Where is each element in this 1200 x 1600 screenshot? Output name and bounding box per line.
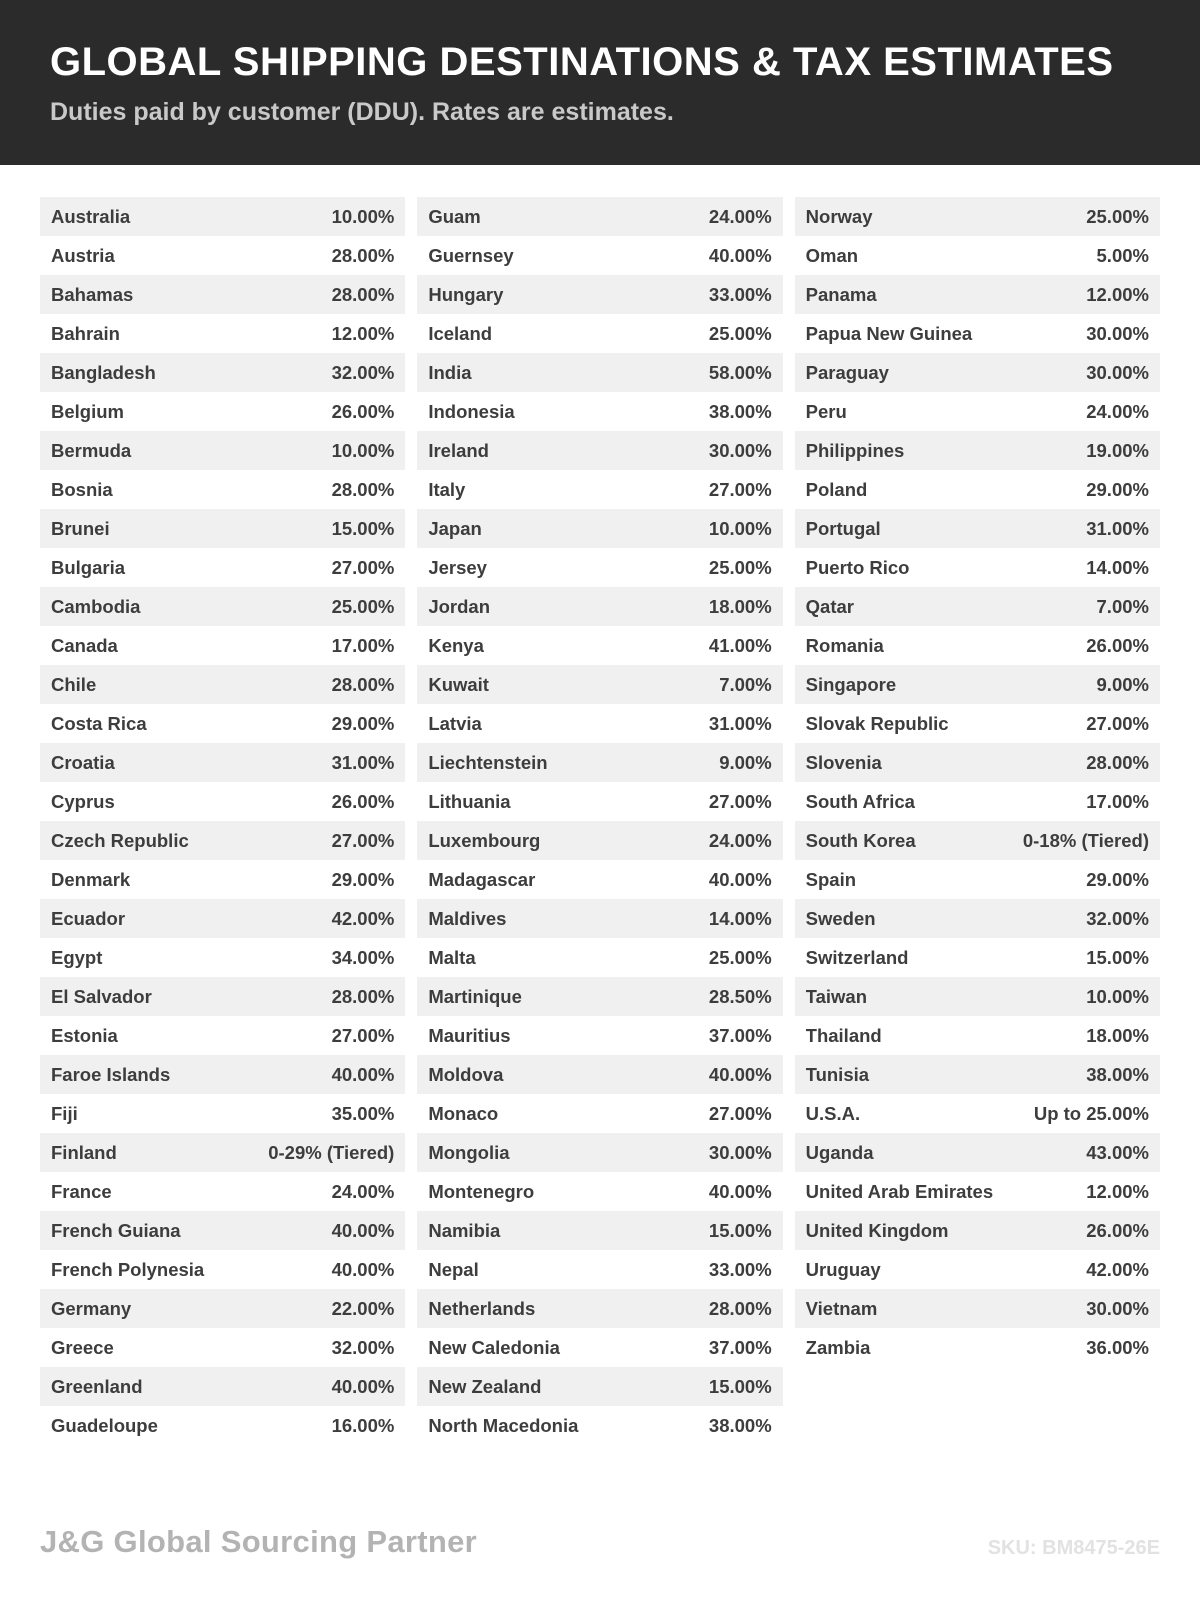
tax-rate: 35.00% [331,1102,395,1124]
table-row [417,899,782,938]
table-row [40,1016,405,1055]
tax-rate: 14.00% [1086,556,1149,578]
tax-rate: 22.00% [331,1297,395,1319]
country-name: Croatia [51,751,115,773]
country-name: Malta [428,946,476,968]
country-name: French Polynesia [51,1258,205,1280]
country-name: Vietnam [805,1297,878,1319]
table-row [417,665,782,704]
country-name: Mauritius [428,1024,511,1046]
table-row [795,314,1160,353]
table-row [417,938,782,977]
country-name: Belgium [51,400,124,422]
country-name: Ireland [428,439,489,461]
country-name: U.S.A. [805,1102,861,1124]
tax-rate: 34.00% [331,946,395,968]
table-row [40,626,405,665]
table-row [40,899,405,938]
country-name: Monaco [428,1102,499,1124]
table-row [40,509,405,548]
table-row [795,1211,1160,1250]
tax-rate: 40.00% [331,1063,395,1085]
tax-rate: 9.00% [1096,673,1149,695]
table-row [417,236,782,275]
country-name: Jersey [428,556,487,578]
table-row [795,860,1160,899]
country-name: United Kingdom [805,1219,949,1241]
country-name: Switzerland [805,946,909,968]
tax-rate: 30.00% [708,1141,772,1163]
table-row [795,197,1160,236]
country-name: Norway [805,205,873,227]
tax-rate: 10.00% [1086,985,1149,1007]
table-row [40,314,405,353]
tax-rate: 29.00% [331,868,395,890]
tax-rate: 25.00% [1086,205,1149,227]
table-row [40,821,405,860]
country-name: Maldives [428,907,507,929]
table-row [795,899,1160,938]
tax-rate: 30.00% [708,439,772,461]
country-name: New Caledonia [428,1336,560,1358]
table-row [40,1367,405,1406]
tax-rate: 27.00% [1086,712,1149,734]
table-row [795,1289,1160,1328]
tax-rate: 38.00% [708,1414,772,1436]
tax-rate: 32.00% [331,361,395,383]
table-row [795,470,1160,509]
country-name: Finland [51,1141,117,1163]
country-name: Estonia [51,1024,118,1046]
table-row [40,1133,405,1172]
tax-rate: 25.00% [708,322,772,344]
tax-rate: 28.00% [1086,751,1149,773]
country-name: Greece [51,1336,114,1358]
table-row [40,1328,405,1367]
table-row [795,275,1160,314]
tax-rate: 24.00% [1086,400,1149,422]
country-name: Puerto Rico [805,556,910,578]
country-name: Philippines [805,439,905,461]
country-name: Mongolia [428,1141,510,1163]
tax-rate: 24.00% [708,829,772,851]
tax-rate: 38.00% [1086,1063,1149,1085]
footer [40,1524,1160,1560]
tax-rate: 27.00% [331,829,395,851]
table-row [795,938,1160,977]
country-name: Fiji [51,1102,78,1124]
tax-rate: 33.00% [708,283,772,305]
tax-rate: 40.00% [331,1258,395,1280]
tax-rate: 0-29% (Tiered) [268,1141,395,1163]
country-name: Peru [805,400,847,422]
table-row [40,1250,405,1289]
tax-rate: 15.00% [708,1375,772,1397]
tax-rate: 26.00% [331,790,395,812]
tax-rate: 10.00% [331,439,395,461]
tax-rate: 37.00% [708,1024,772,1046]
table-row [417,977,782,1016]
country-name: Egypt [51,946,103,968]
country-name: Uruguay [805,1258,881,1280]
table-row [417,275,782,314]
table-row [40,1406,405,1445]
tax-rate: 7.00% [719,673,772,695]
country-name: Paraguay [805,361,889,383]
country-name: United Arab Emirates [805,1180,994,1202]
country-name: Netherlands [428,1297,536,1319]
country-name: Qatar [805,595,854,617]
country-name: France [51,1180,112,1202]
tax-rate: 31.00% [1086,517,1149,539]
country-name: Papua New Guinea [805,322,973,344]
tax-rate: 17.00% [1086,790,1149,812]
table-row [795,1172,1160,1211]
sku-label: SKU: BM8475-26E [987,1537,1160,1559]
tax-rate: 25.00% [708,556,772,578]
country-name: Greenland [51,1375,143,1397]
table-row [40,197,405,236]
header [0,0,1200,165]
country-name: Thailand [805,1024,882,1046]
country-name: Bosnia [51,478,113,500]
table-row [417,743,782,782]
tax-rate: 32.00% [1086,907,1149,929]
tax-rate: 30.00% [1086,1297,1149,1319]
country-name: Cyprus [51,790,115,812]
country-name: Poland [805,478,868,500]
tax-rate: 14.00% [708,907,772,929]
country-name: Romania [805,634,884,656]
table-row [795,704,1160,743]
country-name: Faroe Islands [51,1063,171,1085]
table-row [417,1016,782,1055]
tax-rate: 27.00% [331,1024,395,1046]
country-name: Singapore [805,673,897,695]
tax-rate: 31.00% [708,712,772,734]
country-name: Oman [805,244,859,266]
tax-rate: 9.00% [719,751,772,773]
table-row [795,392,1160,431]
country-name: Guernsey [428,244,514,266]
table-row [795,587,1160,626]
table-row [40,1172,405,1211]
country-name: Guam [428,205,481,227]
country-name: New Zealand [428,1375,542,1397]
tax-rate: Up to 25.00% [1033,1102,1149,1124]
tax-rate: 27.00% [708,1102,772,1124]
table-row [417,392,782,431]
country-name: Liechtenstein [428,751,548,773]
tax-rate: 40.00% [708,1180,772,1202]
rates-column-3 [795,197,1160,1445]
tax-rate: 15.00% [708,1219,772,1241]
tax-rate: 25.00% [708,946,772,968]
tax-rate: 12.00% [1086,1180,1149,1202]
country-name: Costa Rica [51,712,147,734]
table-row [40,1094,405,1133]
table-row [417,704,782,743]
country-name: Cambodia [51,595,141,617]
table-row [795,1250,1160,1289]
country-name: Indonesia [428,400,515,422]
tax-rate: 58.00% [708,361,772,383]
table-row [417,821,782,860]
country-name: Sweden [805,907,876,929]
rates-column-2 [417,197,782,1445]
table-row [795,548,1160,587]
table-row [417,1367,782,1406]
table-row [417,1406,782,1445]
table-row [417,860,782,899]
tax-rate: 29.00% [1086,478,1149,500]
tax-rate: 25.00% [331,595,395,617]
table-row [40,392,405,431]
country-name: Italy [428,478,466,500]
table-row [795,236,1160,275]
table-row [795,353,1160,392]
table-row [417,197,782,236]
tax-rate: 40.00% [708,244,772,266]
table-row [40,548,405,587]
table-row [417,1211,782,1250]
table-row [795,1133,1160,1172]
table-row [795,977,1160,1016]
table-row [417,1172,782,1211]
country-name: Madagascar [428,868,536,890]
tax-rate: 15.00% [331,517,395,539]
table-row [417,1250,782,1289]
country-name: Spain [805,868,857,890]
tax-rate: 24.00% [331,1180,395,1202]
country-name: Latvia [428,712,482,734]
tax-rate: 12.00% [331,322,395,344]
country-name: Namibia [428,1219,501,1241]
country-name: Guadeloupe [51,1414,158,1436]
table-row [417,470,782,509]
tax-rate: 28.00% [708,1297,772,1319]
country-name: Bulgaria [51,556,126,578]
country-name: Montenegro [428,1180,535,1202]
country-name: India [428,361,472,383]
country-name: French Guiana [51,1219,181,1241]
rates-column-1 [40,197,405,1445]
country-name: El Salvador [51,985,152,1007]
table-row [40,665,405,704]
country-name: Kuwait [428,673,489,695]
table-row [417,626,782,665]
country-name: Bahrain [51,322,120,344]
country-name: Moldova [428,1063,504,1085]
table-row [40,353,405,392]
country-name: Slovak Republic [805,712,949,734]
tax-rate: 36.00% [1086,1336,1149,1358]
country-name: Brunei [51,517,110,539]
tax-rate: 42.00% [331,907,395,929]
table-row [40,743,405,782]
table-row [40,587,405,626]
table-row [795,743,1160,782]
country-name: Taiwan [805,985,867,1007]
country-name: Japan [428,517,482,539]
country-name: North Macedonia [428,1414,579,1436]
page-title: GLOBAL SHIPPING DESTINATIONS & TAX ESTIMATES [50,40,1114,84]
table-row [40,1289,405,1328]
table-row [795,665,1160,704]
country-name: Iceland [428,322,493,344]
tax-rate: 27.00% [708,478,772,500]
country-name: Uganda [805,1141,874,1163]
country-name: Chile [51,673,97,695]
table-row [417,782,782,821]
table-row [795,626,1160,665]
tax-rate: 12.00% [1086,283,1149,305]
table-row [417,548,782,587]
country-name: Denmark [51,868,131,890]
tax-rate: 10.00% [331,205,395,227]
tax-rate: 29.00% [1086,868,1149,890]
tax-rate: 27.00% [708,790,772,812]
tax-rate: 7.00% [1096,595,1149,617]
country-name: Czech Republic [51,829,189,851]
country-name: Panama [805,283,877,305]
country-name: Austria [51,244,115,266]
tax-rate: 26.00% [1086,1219,1149,1241]
country-name: Nepal [428,1258,479,1280]
country-name: Canada [51,634,118,656]
table-row [40,470,405,509]
table-row [417,353,782,392]
table-row [417,1328,782,1367]
tax-rate: 28.00% [331,985,395,1007]
tax-rate: 30.00% [1086,361,1149,383]
tax-rate: 15.00% [1086,946,1149,968]
tax-rate: 16.00% [331,1414,395,1436]
country-name: South Africa [805,790,915,812]
tax-rate: 26.00% [331,400,395,422]
country-name: Jordan [428,595,491,617]
table-row [417,431,782,470]
table-row [40,860,405,899]
table-row [795,1055,1160,1094]
table-row [40,1055,405,1094]
table-row [417,1289,782,1328]
tax-rate: 43.00% [1086,1141,1149,1163]
tax-rate: 24.00% [708,205,772,227]
tax-rate: 41.00% [708,634,772,656]
table-row [40,938,405,977]
brand-name: J&G Global Sourcing Partner [40,1524,478,1559]
country-name: Hungary [428,283,504,305]
tax-rate: 40.00% [708,1063,772,1085]
country-name: Germany [51,1297,132,1319]
table-row [40,704,405,743]
tax-rate: 28.00% [331,283,395,305]
tax-rate: 32.00% [331,1336,395,1358]
tax-rate: 29.00% [331,712,395,734]
country-name: Kenya [428,634,484,656]
tax-rate: 18.00% [708,595,772,617]
tax-rate: 28.50% [708,985,772,1007]
table-row [40,1211,405,1250]
country-name: Bahamas [51,283,134,305]
table-row [40,782,405,821]
table-row [795,509,1160,548]
table-row [417,1094,782,1133]
tax-rate: 31.00% [331,751,395,773]
tax-rate: 33.00% [708,1258,772,1280]
tax-rate: 28.00% [331,478,395,500]
country-name: Tunisia [805,1063,870,1085]
tax-rate: 40.00% [331,1375,395,1397]
table-row [795,782,1160,821]
table-row [417,1133,782,1172]
country-name: Australia [51,205,131,227]
tax-rate: 26.00% [1086,634,1149,656]
tax-rate: 42.00% [1086,1258,1149,1280]
table-row [40,431,405,470]
rates-table [0,165,1200,1445]
tax-rate: 38.00% [708,400,772,422]
table-row [40,236,405,275]
country-name: Zambia [805,1336,871,1358]
country-name: South Korea [805,829,916,851]
table-row [795,1328,1160,1367]
tax-rate: 17.00% [331,634,395,656]
country-name: Bermuda [51,439,132,461]
page-subtitle: Duties paid by customer (DDU). Rates are estimates. [50,98,674,126]
tax-rate: 18.00% [1086,1024,1149,1046]
table-row [417,587,782,626]
tax-rate: 37.00% [708,1336,772,1358]
country-name: Luxembourg [428,829,541,851]
tax-rate: 40.00% [331,1219,395,1241]
tax-rate: 19.00% [1086,439,1149,461]
tax-rate: 10.00% [708,517,772,539]
table-row [40,977,405,1016]
country-name: Slovenia [805,751,882,773]
tax-rate: 40.00% [708,868,772,890]
country-name: Ecuador [51,907,126,929]
table-row [795,821,1160,860]
country-name: Lithuania [428,790,511,812]
table-row [417,1055,782,1094]
country-name: Bangladesh [51,361,156,383]
table-row [417,509,782,548]
table-row [795,1016,1160,1055]
tax-rate: 28.00% [331,244,395,266]
tax-rate: 0-18% (Tiered) [1022,829,1149,851]
table-row [795,431,1160,470]
country-name: Martinique [428,985,522,1007]
table-row [40,275,405,314]
country-name: Portugal [805,517,881,539]
tax-rate: 30.00% [1086,322,1149,344]
tax-rate: 28.00% [331,673,395,695]
tax-rate: 5.00% [1096,244,1149,266]
table-row [795,1094,1160,1133]
table-row [417,314,782,353]
tax-rate: 27.00% [331,556,395,578]
